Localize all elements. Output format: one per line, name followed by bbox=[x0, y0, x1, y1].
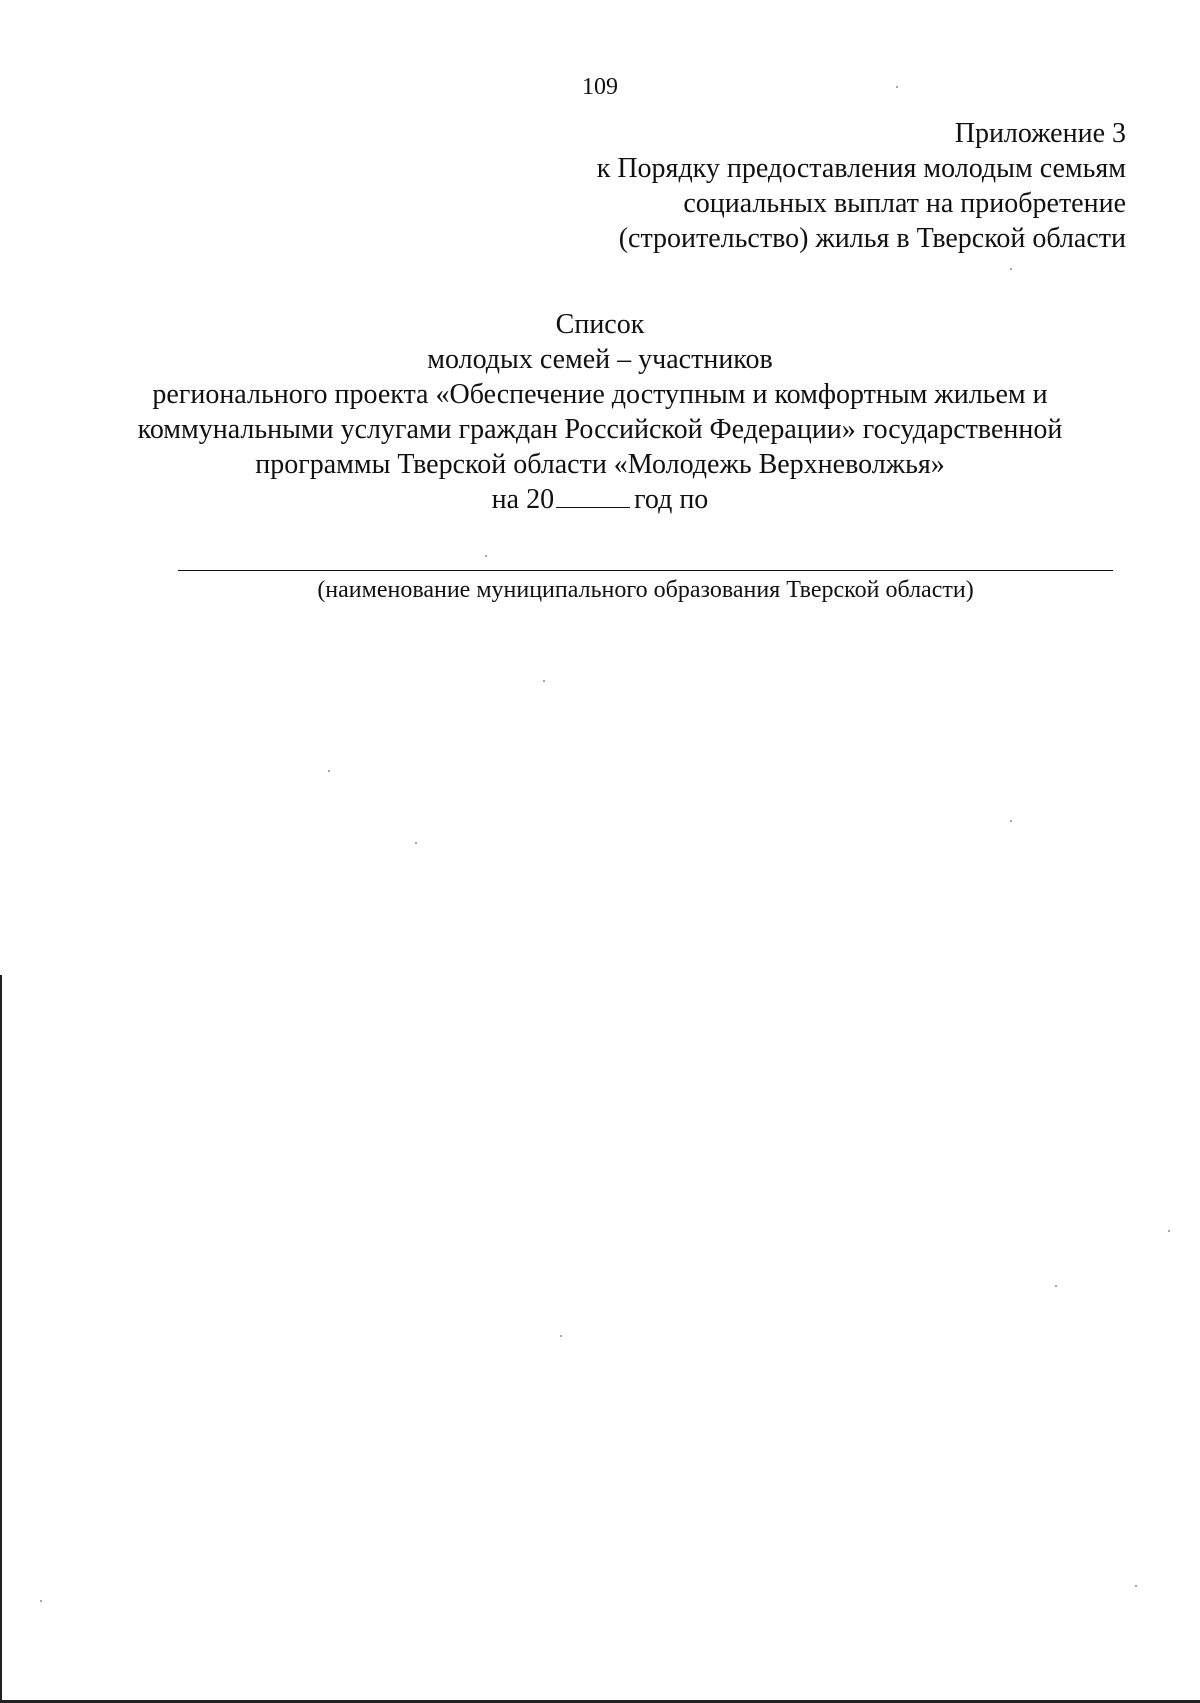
document-title bbox=[100, 307, 1100, 517]
title-year-line bbox=[100, 482, 1100, 517]
scan-speck bbox=[1010, 268, 1012, 270]
municipality-blank-line bbox=[178, 570, 1113, 571]
scan-speck bbox=[1010, 820, 1012, 822]
appendix-title: Приложение 3 bbox=[954, 118, 1126, 149]
title-line-2: молодых семей – участников bbox=[427, 344, 773, 375]
scan-speck bbox=[560, 1335, 562, 1337]
title-line-4: коммунальными услугами граждан Российской Федерации» государственной bbox=[137, 414, 1063, 445]
scan-speck bbox=[328, 770, 330, 772]
scan-speck bbox=[485, 555, 487, 557]
year-blank bbox=[556, 483, 630, 508]
page-number: 109 bbox=[582, 74, 618, 100]
scan-speck bbox=[896, 86, 898, 88]
appendix-line-3: социальных выплат на приобретение bbox=[683, 188, 1126, 219]
appendix-line-2: к Порядку предоставления молодым семьям bbox=[596, 153, 1126, 184]
scan-edge-left bbox=[0, 975, 2, 1703]
title-line-5: программы Тверской области «Молодежь Верхневолжья» bbox=[255, 449, 945, 480]
year-prefix: на 20 bbox=[491, 484, 555, 515]
scan-speck bbox=[415, 842, 417, 844]
scan-speck bbox=[543, 680, 545, 682]
appendix-header bbox=[426, 116, 1126, 256]
scan-speck bbox=[1168, 1230, 1170, 1232]
scan-speck bbox=[1135, 1585, 1137, 1587]
title-line-1: Список bbox=[555, 309, 645, 340]
municipality-caption: (наименование муниципального образования Тверской области) bbox=[317, 577, 974, 603]
scan-speck bbox=[40, 1600, 42, 1602]
scan-speck bbox=[1055, 1285, 1057, 1287]
title-line-3: регионального проекта «Обеспечение доступным и комфортным жильем и bbox=[152, 379, 1048, 410]
appendix-line-4: (строительство) жилья в Тверской области bbox=[618, 223, 1126, 254]
year-suffix: год по bbox=[634, 484, 709, 515]
